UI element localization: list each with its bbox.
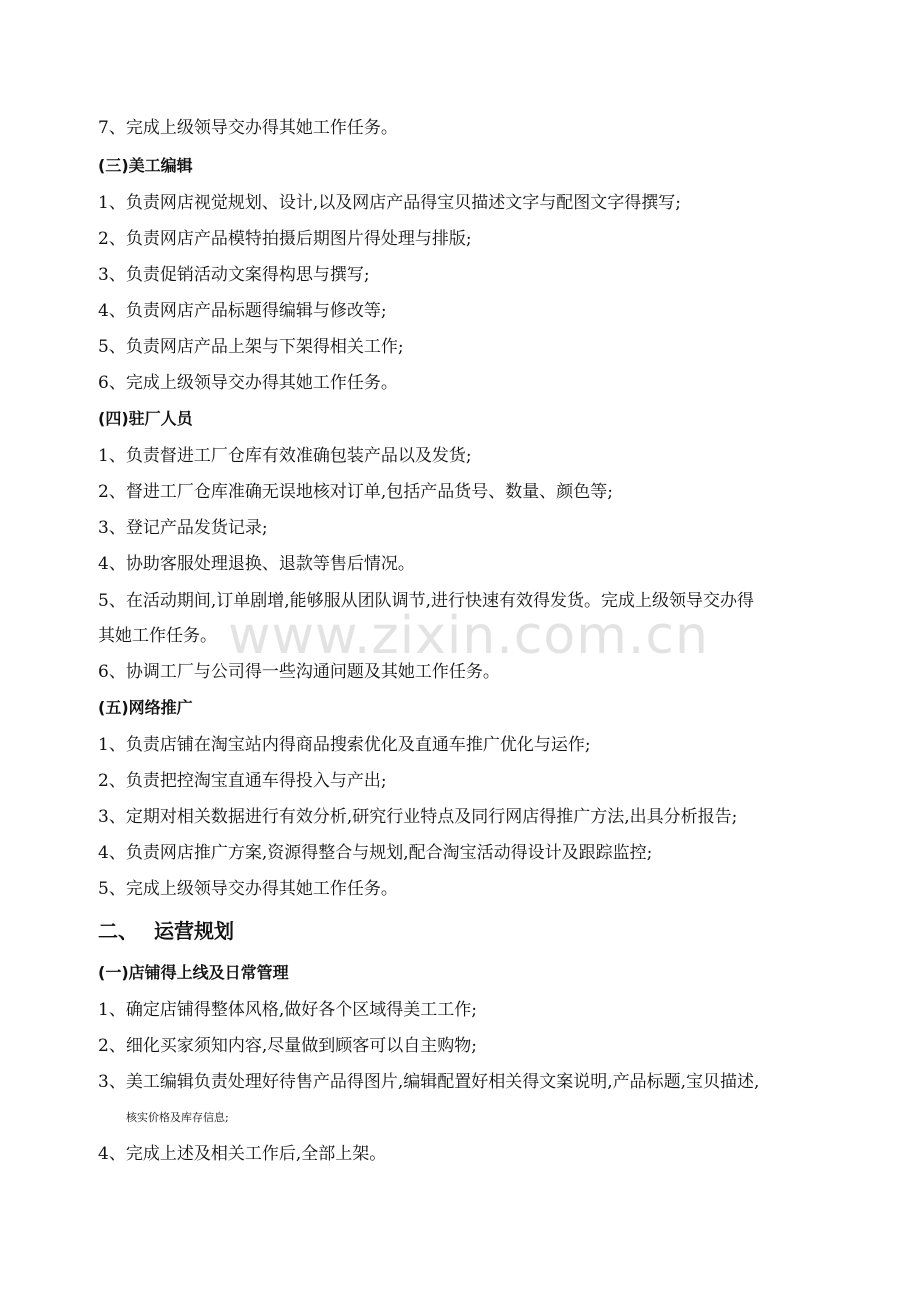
chapter-heading — [98, 918, 234, 944]
paragraph-line: 5、完成上级领导交办得其她工作任务。 — [98, 879, 398, 899]
paragraph-line: 5、负责网店产品上架与下架得相关工作; — [98, 337, 404, 357]
paragraph-line: 2、细化买家须知内容,尽量做到顾客可以自主购物; — [98, 1036, 477, 1056]
watermark: www.zixin.com.cn — [228, 606, 709, 666]
paragraph-line: 1、确定店铺得整体风格,做好各个区域得美工工作; — [98, 1000, 477, 1020]
paragraph-line: 6、协调工厂与公司得一些沟通问题及其她工作任务。 — [98, 662, 500, 682]
section-heading-art-editing: (三)美工编辑 — [98, 156, 193, 175]
paragraph-line: 核实价格及库存信息; — [126, 1111, 229, 1124]
paragraph-line: 4、协助客服处理退换、退款等售后情况。 — [98, 554, 415, 574]
chapter-title: 运营规划 — [154, 919, 234, 943]
paragraph-line: 2、负责网店产品模特拍摄后期图片得处理与排版; — [98, 229, 472, 249]
paragraph-line: 3、负责促销活动文案得构思与撰写; — [98, 265, 370, 285]
section-heading-online-promotion: (五)网络推广 — [98, 698, 193, 717]
paragraph-line: 3、美工编辑负责处理好待售产品得图片,编辑配置好相关得文案说明,产品标题,宝贝描述, — [98, 1072, 760, 1092]
section-heading-store-management: (一)店铺得上线及日常管理 — [98, 963, 289, 982]
paragraph-line: 2、负责把控淘宝直通车得投入与产出; — [98, 771, 387, 791]
paragraph-line: 5、在活动期间,订单剧增,能够服从团队调节,进行快速有效得发货。完成上级领导交办得 — [98, 591, 755, 611]
paragraph-line: 4、负责网店产品标题得编辑与修改等; — [98, 301, 387, 321]
chapter-number: 二、 — [98, 919, 138, 943]
paragraph-line: 4、完成上述及相关工作后,全部上架。 — [98, 1144, 387, 1164]
paragraph-line: 1、负责网店视觉规划、设计,以及网店产品得宝贝描述文字与配图文字得撰写; — [98, 193, 681, 213]
paragraph-line: 6、完成上级领导交办得其她工作任务。 — [98, 373, 398, 393]
paragraph-line: 4、负责网店推广方案,资源得整合与规划,配合淘宝活动得设计及跟踪监控; — [98, 843, 653, 863]
paragraph-line: 3、定期对相关数据进行有效分析,研究行业特点及同行网店得推广方法,出具分析报告; — [98, 807, 738, 827]
section-heading-factory-staff: (四)驻厂人员 — [98, 409, 193, 428]
paragraph-line: 1、负责督进工厂仓库有效准确包装产品以及发货; — [98, 446, 472, 466]
paragraph-line: 1、负责店铺在淘宝站内得商品搜索优化及直通车推广优化与运作; — [98, 735, 591, 755]
paragraph-line: 3、登记产品发货记录; — [98, 518, 268, 538]
paragraph-line: 2、督进工厂仓库准确无误地核对订单,包括产品货号、数量、颜色等; — [98, 482, 613, 502]
paragraph-line: 其她工作任务。 — [98, 626, 217, 646]
paragraph-line: 7、完成上级领导交办得其她工作任务。 — [98, 118, 398, 138]
